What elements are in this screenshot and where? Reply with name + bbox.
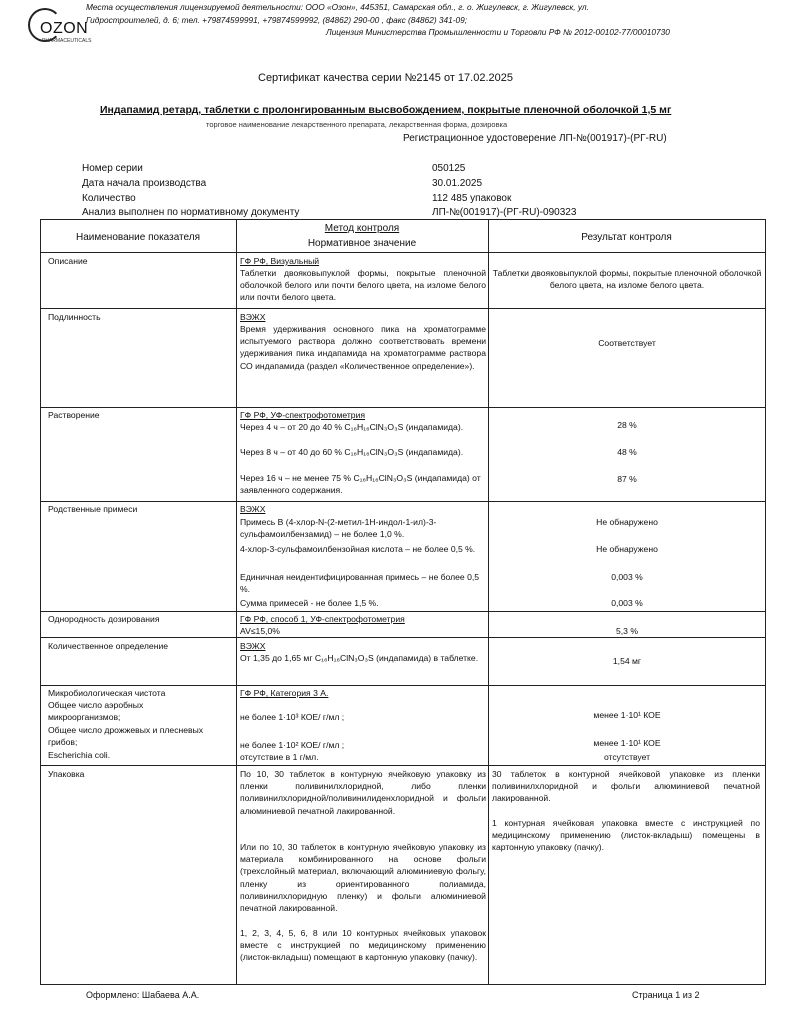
result-impurity-acid: Не обнаружено: [596, 544, 658, 554]
indicator-description: Описание: [48, 256, 88, 266]
row-divider: [40, 501, 766, 502]
row-divider: [40, 407, 766, 408]
result-packaging-1: 30 таблеток в контурной ячейковой упаковке из пленки поливинилхлоридной и фольги алюминиевой печатной лакированной.: [492, 769, 760, 804]
col-header-result: Результат контроля: [581, 232, 672, 243]
norm-impurity-sum: Сумма примесей - не более 1,5 %.: [240, 598, 379, 608]
batch-value-quantity: 112 485 упаковок: [432, 193, 512, 204]
indicator-identity: Подлинность: [48, 312, 101, 322]
batch-value-document: ЛП-№(001917)-(РГ-RU)-090323: [432, 207, 577, 218]
indicator-packaging: Упаковка: [48, 769, 85, 779]
table-divider-1: [236, 219, 237, 985]
header-address-line-1: Места осуществления лицензируемой деятельности: ООО «Озон», 445351, Самарская обл., г. о. Жигулевск, г. Жигулевск, ул.: [86, 2, 589, 12]
method-uniformity: ГФ РФ, способ 1, УФ-спектрофотометрия: [240, 614, 405, 624]
norm-impurity-acid: 4-хлор-3-сульфамоилбензойная кислота – не более 0,5 %.: [240, 544, 476, 554]
result-dissolution-4h: 28 %: [617, 420, 637, 430]
company-logo-subtitle: PHARMACEUTICALS: [42, 38, 92, 44]
result-packaging-2: 1 контурная ячейковая упаковка вместе с инструкцией по медицинскому применению (листок-вкладыш) помещены в картонную упаковку (пачку).: [492, 818, 760, 853]
table-divider-2: [488, 219, 489, 985]
result-impurity-b: Не обнаружено: [596, 517, 658, 527]
indicator-yeast-mold-count: Общее число дрожжевых и плесневых грибов;: [48, 725, 204, 748]
norm-packaging-2: Или по 10, 30 таблеток в контурную ячейковую упаковку из материала комбинированного на основе фольги (трехслойный материал, включающий алюминиевую фольгу, пленку из ориентированного полиамида, поливинилхлоридную пленку) и фольги алюминиевой печатной лакированной.: [240, 842, 486, 914]
result-dissolution-8h: 48 %: [617, 447, 637, 457]
company-logo-text: OZON: [40, 20, 89, 37]
method-assay: ВЭЖХ: [240, 641, 266, 651]
norm-yeast-mold: не более 1·10² КОЕ/ г/мл ;: [240, 740, 345, 750]
prepared-by: Оформлено: Шабаева А.А.: [86, 990, 200, 1000]
table-header-bottom: [40, 252, 766, 253]
page-number: Страница 1 из 2: [632, 990, 700, 1000]
norm-impurity-b: Примесь B (4-хлор-N-(2-метил-1H-индол-1-ил)-3-сульфамоилбензамид) – не более 1,0 %.: [240, 517, 437, 540]
norm-e-coli: отсутствие в 1 г/мл.: [240, 752, 319, 762]
row-divider: [40, 308, 766, 309]
indicator-dissolution: Растворение: [48, 410, 100, 420]
result-assay: 1,54 мг: [612, 656, 642, 666]
norm-description: Таблетки двояковыпуклой формы, покрытые пленочной оболочкой белого или почти белого цвета, на изломе белого или почти белого цвета.: [240, 268, 486, 303]
result-e-coli: отсутствует: [603, 752, 651, 762]
indicator-aerobic-count: Общее число аэробных микроорганизмов;: [48, 700, 144, 723]
col-header-method: Метод контроля: [324, 223, 400, 234]
norm-packaging-1: По 10, 30 таблеток в контурную ячейковую упаковку из пленки поливинилхлоридной, либо пленки поливинилхлоридной/поливинилиденхлоридной и фольги алюминиевой печатной лакированной.: [240, 769, 486, 816]
certificate-title: Сертификат качества серии №2145 от 17.02.2025: [258, 72, 513, 84]
result-uniformity: 5,3 %: [616, 626, 638, 636]
norm-identity: Время удерживания основного пика на хроматограмме испытуемого раствора должно соответствовать времени удерживания пика индапамида на хроматограмме раствора СО индапамида (раздел «Количественное определение»).: [240, 324, 486, 371]
norm-assay: От 1,35 до 1,65 мг C₁₆H₁₆ClN₃O₃S (индапамида) в таблетке.: [240, 653, 479, 663]
method-identity: ВЭЖХ: [240, 312, 266, 322]
col-header-norm: Нормативное значение: [307, 238, 417, 249]
result-aerobic: менее 1·10¹ КОЕ: [593, 710, 661, 720]
method-description: ГФ РФ, Визуальный: [240, 256, 320, 266]
norm-impurity-single: Единичная неидентифицированная примесь – не более 0,5 %.: [240, 572, 480, 595]
norm-dissolution-4h: Через 4 ч – от 20 до 40 % C₁₆H₁₆ClN₃O₃S (индапамида).: [240, 422, 464, 432]
table-border-left: [40, 219, 41, 985]
product-caption: торговое наименование лекарственного препарата, лекарственная форма, дозировка: [206, 120, 508, 129]
table-border-bottom: [40, 984, 766, 985]
product-name: Индапамид ретард, таблетки с пролонгированным высвобождением, покрытые пленочной оболочкой 1,5 мг: [100, 104, 672, 116]
indicator-uniformity: Однородность дозирования: [48, 614, 160, 624]
header-address-line-2: Гидростроителей, д. 6; тел. +79874599991, +79874599992, (84862) 290-00 , факс (84862) 341-09;: [86, 15, 468, 25]
header-license-line: Лицензия Министерства Промышленности и Торговли РФ № 2012-00102-77/00010730: [326, 27, 670, 37]
row-divider: [40, 765, 766, 766]
result-description: Таблетки двояковыпуклой формы, покрытые пленочной оболочкой белого цвета, на изломе белого цвета.: [492, 268, 762, 291]
table-border-right: [765, 219, 766, 985]
batch-value-date: 30.01.2025: [432, 178, 483, 189]
batch-label-quantity: Количество: [82, 193, 136, 204]
method-microbiology: ГФ РФ, Категория 3 А.: [240, 688, 329, 698]
result-yeast-mold: менее 1·10¹ КОЕ: [593, 738, 661, 748]
result-impurity-single: 0,003 %: [611, 572, 643, 582]
indicator-e-coli: Escherichia coli.: [48, 750, 111, 760]
norm-aerobic: не более 1·10³ КОЕ/ г/мл ;: [240, 712, 345, 722]
norm-dissolution-8h: Через 8 ч – от 40 до 60 % C₁₆H₁₆ClN₃O₃S (индапамида).: [240, 447, 464, 457]
method-impurities: ВЭЖХ: [240, 504, 266, 514]
indicator-assay: Количественное определение: [48, 641, 169, 651]
batch-label-document: Анализ выполнен по нормативному документу: [82, 207, 300, 218]
table-border-top: [40, 219, 766, 220]
batch-value-number: 050125: [432, 163, 466, 174]
norm-packaging-3: 1, 2, 3, 4, 5, 6, 8 или 10 контурных ячейковых упаковок вместе с инструкцией по медицинскому применению (листок-вкладыш) помещают в картонную упаковку (пачку).: [240, 928, 486, 963]
batch-label-number: Номер серии: [82, 163, 143, 174]
col-header-indicator: Наименование показателя: [76, 232, 200, 243]
norm-uniformity: AV≤15,0%: [240, 626, 280, 636]
registration-certificate: Регистрационное удостоверение ЛП-№(001917)-(РГ-RU): [403, 133, 667, 144]
row-divider: [40, 611, 766, 612]
row-divider: [40, 685, 766, 686]
result-dissolution-16h: 87 %: [617, 474, 637, 484]
result-impurity-sum: 0,003 %: [611, 598, 643, 608]
result-identity: Соответствует: [598, 338, 656, 348]
method-dissolution: ГФ РФ, УФ-спектрофотометрия: [240, 410, 366, 420]
norm-dissolution-16h: Через 16 ч – не менее 75 % C₁₆H₁₆ClN₃O₃S (индапамида) от заявленного содержания.: [240, 473, 481, 496]
indicator-microbiology: Микробиологическая чистота: [48, 688, 166, 698]
batch-label-date: Дата начала производства: [82, 178, 207, 189]
quality-control-table: [40, 219, 766, 985]
indicator-impurities: Родственные примеси: [48, 504, 138, 514]
